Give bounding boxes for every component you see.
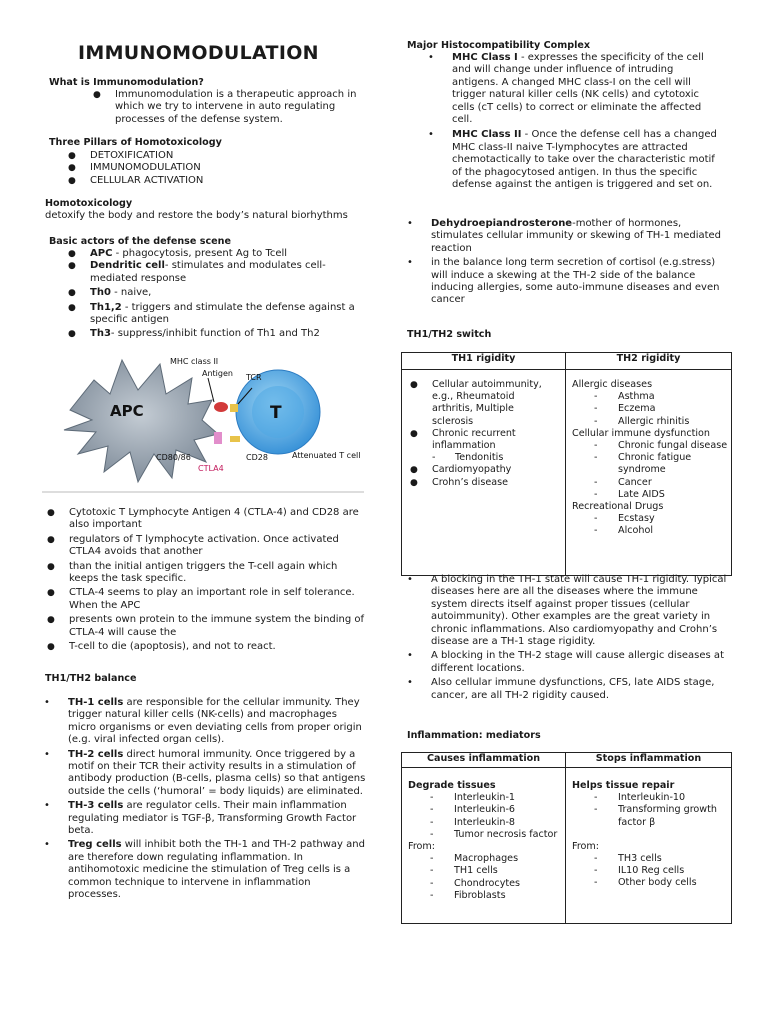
th2-group-label: Cellular immune dysfunction (572, 427, 710, 439)
list-item: ● Cellular autoimmunity, e.g., Rheumatoid arthritis, Multiple sclerosis (410, 379, 542, 427)
causes-cell (402, 768, 566, 924)
list-item: - Alcohol (594, 525, 653, 537)
from-label: From: (408, 841, 436, 853)
pillars-list (68, 150, 360, 187)
actors-heading: Basic actors of the defense scene (49, 236, 231, 247)
list-item: ● APC - phagocytosis, present Ag to Tcell (68, 248, 288, 259)
actors-list (68, 248, 368, 341)
switch-heading: TH1/TH2 switch (407, 329, 492, 340)
list-item: - Macrophages (430, 853, 519, 865)
th2-group-label: Allergic diseases (572, 379, 653, 390)
list-item: ● DETOXIFICATION (68, 150, 174, 161)
th2-group-label: Recreational Drugs (572, 501, 664, 513)
homotox-heading: Homotoxicology (45, 198, 133, 209)
causes-header: Causes inflammation (402, 753, 566, 768)
list-item: ● CTLA-4 seems to play an important role in self tolerance. When the APC (47, 587, 355, 611)
attenuated-label: Attenuated T cell (292, 451, 361, 460)
list-item: ● Th1,2 - triggers and stimulate the defense against a specific antigen (68, 301, 355, 326)
list-item: ● Cytotoxic T Lymphocyte Antigen 4 (CTLA-4) and CD28 are also important (47, 507, 359, 531)
pillars-heading: Three Pillars of Homotoxicology (49, 137, 222, 148)
balance-list (44, 697, 366, 902)
list-item: • Also cellular immune dysfunctions, CFS, late AIDS stage, cancer, are all TH-2 rigidity caused. (407, 677, 715, 701)
th-rigidity-table (401, 352, 732, 576)
what-is-heading: What is Immunomodulation? (49, 77, 204, 88)
list-item: - Eczema (594, 403, 656, 415)
apc-cell-shape (64, 360, 218, 482)
list-item: - Cancer (594, 476, 652, 488)
list-item: - Asthma (594, 391, 655, 403)
mhc-list (428, 52, 720, 191)
cd80-label: CD80/86 (156, 453, 191, 462)
list-item: • MHC Class II - Once the defense cell has a changed MHC class-II naive T-lymphocytes are attracted chemotactically to take over the characteristic motif of the phagocytosed antigen. In thus the specific defense against the antigen is triggered and set on. (428, 129, 717, 191)
inflammation-heading: Inflammation: mediators (407, 730, 541, 741)
list-item: - Late AIDS (594, 488, 665, 500)
stops-title: Helps tissue repair (572, 780, 675, 791)
page-title: IMMUNOMODULATION (78, 42, 319, 64)
list-item: - Transforming growth factor β (594, 804, 717, 828)
ctla-list (47, 507, 365, 653)
list-item: • TH-2 cells direct humoral immunity. Once triggered by a motif on their TCR their activity results in a stimulation of antibody production (B-cells, plasma cells) so that antigens outside the cells (‘humoral’ = body liquids) are eliminated. (44, 748, 366, 797)
list-item: - IL10 Reg cells (594, 865, 685, 877)
list-item: ● than the initial antigen triggers the T-cell again which keeps the task specific. (47, 560, 338, 585)
list-item: - Tendonitis (432, 452, 504, 464)
mhc-label: MHC class II (170, 357, 219, 366)
list-item: ● Immunomodulation is a therapeutic approach in which we try to intervene in auto regulating processes of the defense system. (93, 89, 357, 125)
list-item: ● T-cell to die (apoptosis), and not to react. (47, 641, 276, 653)
list-item: - Other body cells (594, 877, 697, 889)
list-item: ● regulators of T lymphocyte activation. Once activated CTLA4 avoids that another (47, 533, 339, 558)
list-item: - Interleukin-8 (430, 816, 516, 828)
list-item: ● Th0 - naive, (68, 287, 152, 299)
list-item: • A blocking in the TH-1 state will cause TH-1 rigidity. Typical diseases here are all the diseases where the immune system directs itself against proper tissues (cellular autoimmunity). Other examples are the great variety in chronic inflammations. Also cardiomyopathy and Crohn’s disease are a TH-1 stage rigidity. (407, 574, 727, 648)
list-item: - Chronic fungal disease (594, 440, 728, 452)
what-is-list (93, 89, 365, 126)
apc-tcell-diagram (42, 350, 364, 495)
list-item: ● Dendritic cell- stimulates and modulates cell-mediated response (68, 260, 326, 284)
list-item: - TH1 cells (430, 865, 498, 877)
th2-header: TH2 rigidity (566, 353, 732, 370)
list-item: - TH3 cells (594, 853, 662, 865)
switch-notes-list (407, 574, 727, 702)
list-item: • TH-1 cells are responsible for the cellular immunity. They trigger natural killer cells (NK-cells) and macrophages micro organisms or even deviating cells from proper origin (e.g. viral infected organ cells). (44, 697, 362, 746)
list-item: • in the balance long term secretion of cortisol (e.g.stress) will induce a skewing at the TH-2 side of the balance inducing allergies, some auto-immune diseases and even cancer (407, 257, 720, 306)
list-item: ● IMMUNOMODULATION (68, 162, 201, 174)
t-label: T (270, 403, 282, 423)
list-item: • A blocking in the TH-2 stage will cause allergic diseases at different locations. (407, 650, 724, 674)
list-item: ● Chronic recurrent inflammation (410, 427, 516, 452)
apc-tcell-figure (42, 350, 364, 495)
inflammation-table (401, 752, 732, 924)
list-item: ● Crohn’s disease (410, 476, 508, 488)
list-item: - Interleukin-6 (430, 804, 516, 816)
apc-label: APC (110, 402, 144, 420)
th1-cell (402, 370, 566, 576)
from-label: From: (572, 840, 600, 852)
th2-cell (566, 370, 732, 576)
list-item: • TH-3 cells are regulator cells. Their main inflammation regulating mediator is TGF-β, Transforming Growth Factor beta. (44, 800, 357, 837)
list-item: - Interleukin-10 (594, 792, 686, 804)
list-item: - Fibroblasts (430, 889, 506, 901)
mhc-heading: Major Histocompatibility Complex (407, 40, 591, 51)
list-item: • Treg cells will inhibit both the TH-1 and TH-2 pathway and are therefore down regulating inflammation. In antihomotoxic medicine the stimulation of Treg cells is a common technique to intervene in inflammation processes. (44, 839, 365, 901)
list-item: ● presents own protein to the immune system the binding of CTLA-4 will cause the (47, 614, 365, 638)
list-item: • Dehydroepiandrosterone-mother of hormones, stimulates cellular immunity or skewing of TH-1 mediated reaction (407, 218, 722, 254)
stops-header: Stops inflammation (566, 753, 732, 768)
list-item: - Chondrocytes (430, 877, 521, 889)
list-item: - Tumor necrosis factor (430, 828, 558, 840)
dhea-list (407, 218, 727, 307)
list-item: ● Cardiomyopathy (410, 464, 512, 476)
th1-header: TH1 rigidity (402, 353, 566, 370)
list-item: - Interleukin-1 (430, 792, 516, 804)
list-item: - Ecstasy (594, 513, 655, 525)
tcr-label: TCR (246, 373, 262, 382)
stops-cell (566, 768, 732, 924)
ctla4-label: CTLA4 (198, 464, 224, 473)
antigen-shape (214, 402, 228, 412)
causes-title: Degrade tissues (408, 780, 496, 791)
list-item: • MHC Class I - expresses the specificity of the cell and will change under influence of intruding antigens. A changed MHC class-I on the cell will trigger natural killer cells (NK cells) and cytotoxic cells (cT cells) to correct or eliminate the affected cell. (428, 52, 704, 126)
list-item: ● Th3- suppress/inhibit function of Th1 and Th2 (68, 328, 320, 340)
list-item: - Allergic rhinitis (594, 415, 690, 427)
antigen-label: Antigen (202, 369, 233, 378)
homotox-text: detoxify the body and restore the body’s natural biorhythms (45, 210, 348, 221)
list-item: - Chronic fatigue syndrome (594, 452, 692, 476)
balance-heading: TH1/TH2 balance (45, 673, 137, 684)
cd28-label: CD28 (246, 453, 268, 462)
list-item: ● CELLULAR ACTIVATION (68, 174, 204, 186)
